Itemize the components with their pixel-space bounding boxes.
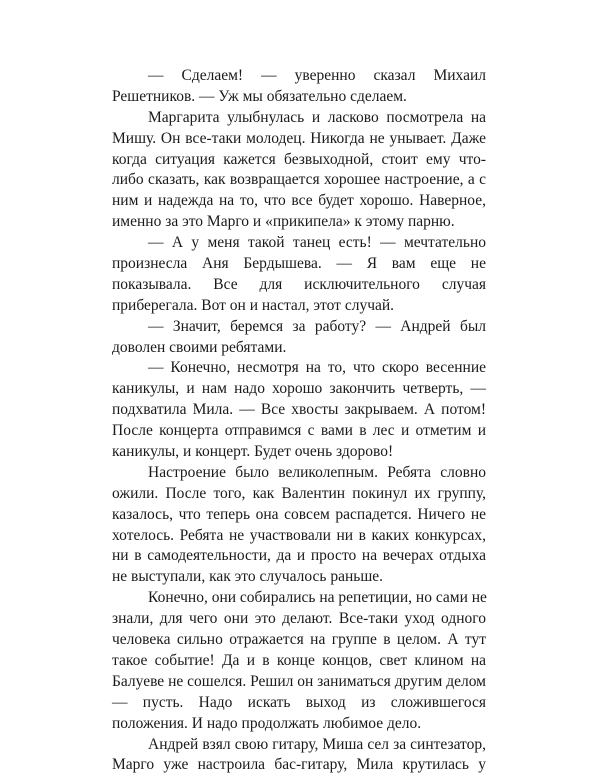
text-line: — Конечно, несмотря на то, что скоро весенние: [112, 358, 486, 379]
text-line: ожили. После того, как Валентин покинул их группу,: [112, 484, 486, 505]
text-line: ним и надежда на то, что все будет хорошо. Наверное,: [112, 191, 486, 212]
page-text: [112, 66, 486, 776]
text-line: каникулы, и концерт. Будет очень здорово!: [112, 442, 486, 463]
text-line: подхватила Мила. — Все хвосты закрываем. А потом!: [112, 400, 486, 421]
text-line: Андрей взял свою гитару, Миша сел за синтезатор,: [112, 735, 486, 756]
text-line: — пусть. Надо искать выход из сложившегося: [112, 693, 486, 714]
text-line: такое событие! Да и в конце концов, свет клином на: [112, 651, 486, 672]
paragraph: [112, 233, 486, 317]
paragraph: [112, 358, 486, 462]
text-line: Настроение было великолепным. Ребята словно: [112, 463, 486, 484]
text-line: — Значит, беремся за работу? — Андрей был: [112, 317, 486, 338]
text-line: — Сделаем! — уверенно сказал Михаил: [112, 66, 486, 87]
text-line: именно за это Марго и «прикипела» к этому парню.: [112, 212, 486, 233]
text-line: ни в самодеятельности, да и просто на вечерах отдыха: [112, 546, 486, 567]
text-line: человека сильно отражается на группе в целом. А тут: [112, 630, 486, 651]
text-line: доволен своими ребятами.: [112, 338, 486, 359]
text-line: Решетников. — Уж мы обязательно сделаем.: [112, 87, 486, 108]
text-line: показывала. Все для исключительного случая: [112, 275, 486, 296]
paragraph: [112, 463, 486, 588]
text-line: Мишу. Он все-таки молодец. Никогда не унывает. Даже: [112, 129, 486, 150]
paragraph: [112, 735, 486, 776]
text-line: знали, для чего они это делают. Все-таки уход одного: [112, 609, 486, 630]
text-line: хотелось. Ребята не участвовали ни в каких конкурсах,: [112, 526, 486, 547]
paragraph: [112, 317, 486, 359]
text-line: — А у меня такой танец есть! — мечтательно: [112, 233, 486, 254]
text-line: Балуеве не сошелся. Решил он заниматься другим делом: [112, 672, 486, 693]
paragraph: [112, 588, 486, 734]
text-line: каникулы, и нам надо хорошо закончить четверть, —: [112, 379, 486, 400]
text-line: После концерта отправимся с вами в лес и отметим и: [112, 421, 486, 442]
text-line: казалось, что теперь она совсем распадется. Ничего не: [112, 505, 486, 526]
text-line: Конечно, они собирались на репетиции, но сами не: [112, 588, 486, 609]
text-line: произнесла Аня Бердышева. — Я вам еще не: [112, 254, 486, 275]
text-line: приберегала. Вот он и настал, этот случай.: [112, 296, 486, 317]
text-line: Марго уже настроила бас-гитару, Мила крутилась у: [112, 755, 486, 776]
text-line: положения. И надо продолжать любимое дело.: [112, 714, 486, 735]
text-line: Маргарита улыбнулась и ласково посмотрела на: [112, 108, 486, 129]
text-line: когда ситуация кажется безвыходной, стоит ему что-: [112, 150, 486, 171]
paragraph: [112, 108, 486, 233]
text-line: не выступали, как это случалось раньше.: [112, 567, 486, 588]
paragraph: [112, 66, 486, 108]
text-line: либо сказать, как возвращается хорошее настроение, а с: [112, 170, 486, 191]
